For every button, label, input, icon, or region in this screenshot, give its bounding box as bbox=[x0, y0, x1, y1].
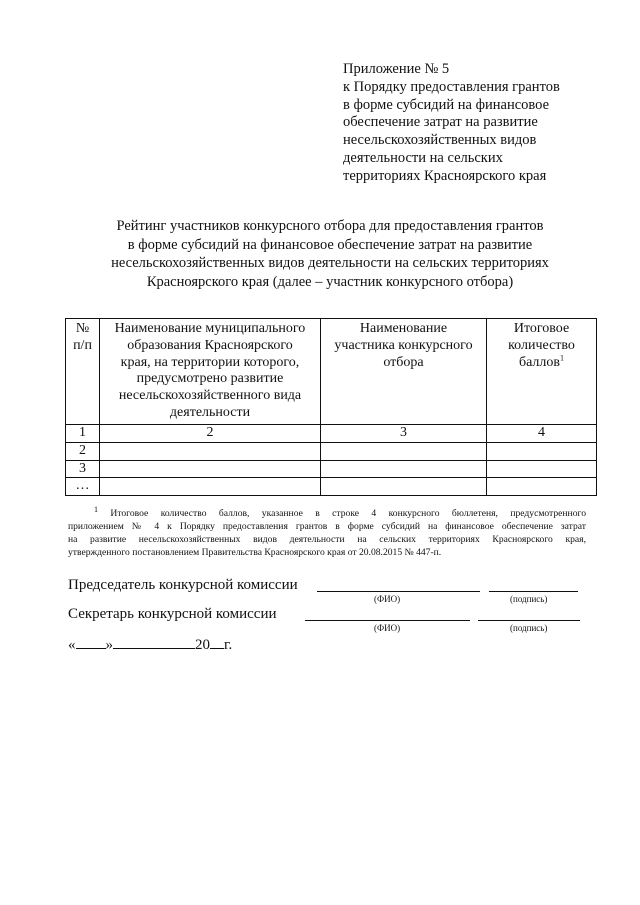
year-suffix: г. bbox=[224, 637, 233, 653]
table-row bbox=[66, 425, 597, 443]
secretary-sign-line bbox=[478, 620, 580, 621]
footnote-line: приложением № 4 к Порядку предоставления грантов в форме субсидий на финансовое обеспечение затрат bbox=[68, 521, 586, 532]
header-line: № bbox=[75, 321, 90, 336]
day-blank bbox=[76, 636, 106, 649]
header-line: отбора bbox=[383, 354, 424, 370]
year-blank bbox=[210, 636, 224, 649]
chairman-sign-line bbox=[489, 591, 578, 592]
rating-table bbox=[65, 318, 597, 496]
header-score-text: баллов bbox=[518, 354, 561, 370]
header-line: образования Красноярского bbox=[127, 337, 293, 353]
header-line: деятельности bbox=[169, 404, 251, 420]
table-cell: 3 bbox=[66, 460, 100, 478]
year-prefix: 20 bbox=[195, 637, 210, 653]
secretary-fio-line bbox=[305, 620, 470, 621]
date-open-quote: « bbox=[68, 637, 76, 653]
table-cell: 2 bbox=[100, 425, 321, 443]
secretary-sign-hint: (подпись) bbox=[510, 623, 548, 633]
table-cell bbox=[487, 442, 597, 460]
table-row bbox=[66, 460, 597, 478]
table-cell bbox=[100, 460, 321, 478]
appendix-line: территориях Красноярского края bbox=[343, 167, 547, 184]
footnote-line: утвержденного постановлением Правительства Красноярского края от 20.08.2015 № 447-п. bbox=[68, 547, 442, 558]
appendix-header bbox=[343, 61, 603, 186]
chairman-sign-hint: (подпись) bbox=[510, 594, 548, 604]
table-header-row bbox=[66, 319, 597, 425]
appendix-line: в форме субсидий на финансовое bbox=[343, 96, 550, 113]
header-line: Наименование bbox=[359, 321, 448, 336]
header-line: Наименование муниципального bbox=[114, 321, 306, 336]
table-cell bbox=[321, 478, 487, 496]
chairman-label: Председатель конкурсной комиссии bbox=[68, 577, 298, 593]
chairman-fio-hint: (ФИО) bbox=[374, 594, 401, 604]
header-line: Итоговое bbox=[513, 321, 570, 336]
header-number bbox=[66, 319, 100, 425]
header-score bbox=[487, 319, 597, 425]
header-line bbox=[487, 352, 596, 372]
title-line: несельскохозяйственных видов деятельности на сельских территориях bbox=[111, 255, 549, 271]
date-close-quote: » bbox=[105, 637, 113, 653]
title-line: в форме субсидий на финансовое обеспечение затрат на развитие bbox=[127, 236, 533, 253]
appendix-line: несельскохозяйственных видов bbox=[343, 132, 537, 149]
table-cell: 2 bbox=[66, 442, 100, 460]
footnote-marker: 1 bbox=[94, 504, 98, 514]
title-line: Красноярского края (далее – участник конкурсного отбора) bbox=[146, 273, 514, 290]
table-cell bbox=[321, 442, 487, 460]
table-cell bbox=[487, 460, 597, 478]
table-cell: … bbox=[66, 478, 100, 496]
header-line: несельскохозяйственного вида bbox=[118, 388, 302, 404]
header-line: края, на территории которого, bbox=[120, 354, 300, 370]
header-line: количество bbox=[508, 337, 575, 353]
footnote-ref: 1 bbox=[560, 352, 565, 362]
table-cell: 4 bbox=[487, 425, 597, 443]
footnote bbox=[68, 504, 586, 559]
header-line: п/п bbox=[73, 337, 92, 353]
table-cell bbox=[100, 442, 321, 460]
table-cell bbox=[100, 478, 321, 496]
footnote-text: Итоговое количество баллов, указанное в строке 4 конкурсного бюллетеня, предусмотренного bbox=[110, 508, 586, 519]
header-line: участника конкурсного bbox=[334, 337, 473, 353]
table-cell: 3 bbox=[321, 425, 487, 443]
appendix-line: деятельности на сельских bbox=[343, 149, 503, 166]
appendix-line: к Порядку предоставления грантов bbox=[343, 78, 560, 95]
date-line bbox=[68, 636, 232, 654]
table-cell: 1 bbox=[66, 425, 100, 443]
header-municipality bbox=[100, 319, 321, 425]
table-cell bbox=[487, 478, 597, 496]
title-line: Рейтинг участников конкурсного отбора для предоставления грантов bbox=[116, 218, 544, 234]
chairman-fio-line bbox=[317, 591, 480, 592]
secretary-label: Секретарь конкурсной комиссии bbox=[68, 606, 277, 622]
table-row bbox=[66, 478, 597, 496]
table-row bbox=[66, 442, 597, 460]
appendix-line: обеспечение затрат на развитие bbox=[343, 114, 538, 131]
secretary-fio-hint: (ФИО) bbox=[374, 623, 401, 633]
appendix-line: Приложение № 5 bbox=[343, 61, 450, 77]
table-cell bbox=[321, 460, 487, 478]
month-blank bbox=[113, 636, 195, 649]
header-participant bbox=[321, 319, 487, 425]
header-line: предусмотрено развитие bbox=[136, 371, 284, 387]
footnote-line bbox=[68, 504, 586, 520]
document-title bbox=[60, 217, 600, 291]
footnote-line: на развитие несельскохозяйственных видов деятельности на сельских территориях Красноярского края, bbox=[68, 534, 586, 545]
